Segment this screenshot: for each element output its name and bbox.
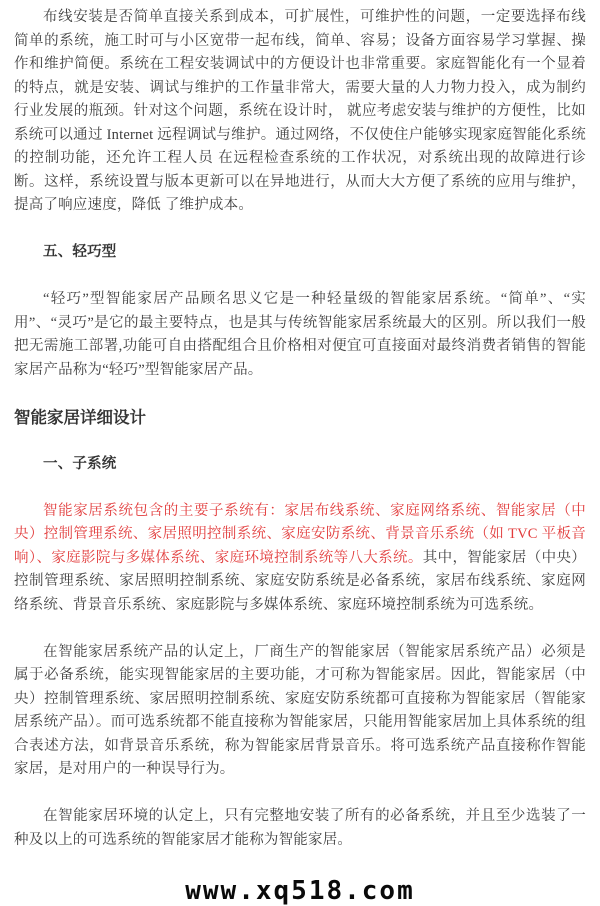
subsystems-continuation: 其中，智能家居（中央）控制管理系统、家居照明控制系统、家庭安防系统是必备系统，家居布线系统、家庭网络系统、背景音乐系统、家庭影院与多媒体系统、家庭环境控制系统为可选系统。 [14, 549, 586, 613]
subsystems-highlight-red: 智能家居系统包含的主要子系统有：家居布线系统、家庭网络系统、智能家居（中央）控制管理系统、家居照明控制系统、家庭安防系统、背景音乐系统（如 TVC 平板音响）、家庭影院与多媒体系统、家庭环境控制系统等八大系统。 [14, 502, 586, 566]
heading-subsystems: 一、子系统 [43, 455, 117, 472]
paragraph-product-definition: 在智能家居系统产品的认定上，厂商生产的智能家居（智能家居系统产品）必须是属于必备系统，能实现智能家居的主要功能，才可称为智能家居。因此，智能家居（中央）控制管理系统、家居照明控制系统、家庭安防系统都可直接称为智能家居（智能家居系统产品）。而可选系统都不能直接称为智能家居，只能用智能家居加上具体系统的组合表述方法，如背景音乐系统，称为智能家居背景音乐。将可选系统产品直接称作智能家居，是对用户的一种误导行为。 [14, 643, 586, 777]
watermark-url: www.xq518.com [185, 875, 415, 906]
paragraph-wiring-installation: 布线安装是否简单直接关系到成本，可扩展性，可维护性的问题，一定要选择布线简单的系统，施工时可与小区宽带一起布线，简单、容易；设备方面容易学习掌握、操作和维护简便。系统在工程安装调试中的方便设计也非常重要。家庭智能化有一个显着的特点，就是安装、调试与维护的工作量非常大，需要大量的人力物力投入，成为制约行业发展的瓶颈。针对这个问题，系统在设计时， 就应考虑安装与维护的方便性，比如系统可以通过 Internet 远程调试与维护。通过网络，不仅使住户能够实现家庭智能化系统的控制功能，还允许工程人员 在远程检查系统的工作状况，对系统出现的故障进行诊断。这样，系统设置与版本更新可以在异地进行，从而大大方便了系统的应用与维护，提高了响应速度，降低 了维护成本。 [14, 9, 586, 213]
paragraph-subsystems [14, 500, 586, 618]
paragraph-environment-definition: 在智能家居环境的认定上，只有完整地安装了所有的必备系统，并且至少选装了一种及以上的可选系统的智能家居才能称为智能家居。 [14, 808, 586, 848]
heading-smart-home-detailed-design: 智能家居详细设计 [14, 407, 146, 427]
paragraph-lightweight-description: “轻巧”型智能家居产品顾名思义它是一种轻量级的智能家居系统。“简单”、“实用”、“灵巧”是它的最主要特点，也是其与传统智能家居系统最大的区别。所以我们一般把无需施工部署,功能可自由搭配组合且价格相对便宜可直接面对最终消费者销售的智能家居产品称为“轻巧”型智能家居产品。 [14, 291, 586, 378]
heading-lightweight-type: 五、轻巧型 [43, 244, 117, 260]
